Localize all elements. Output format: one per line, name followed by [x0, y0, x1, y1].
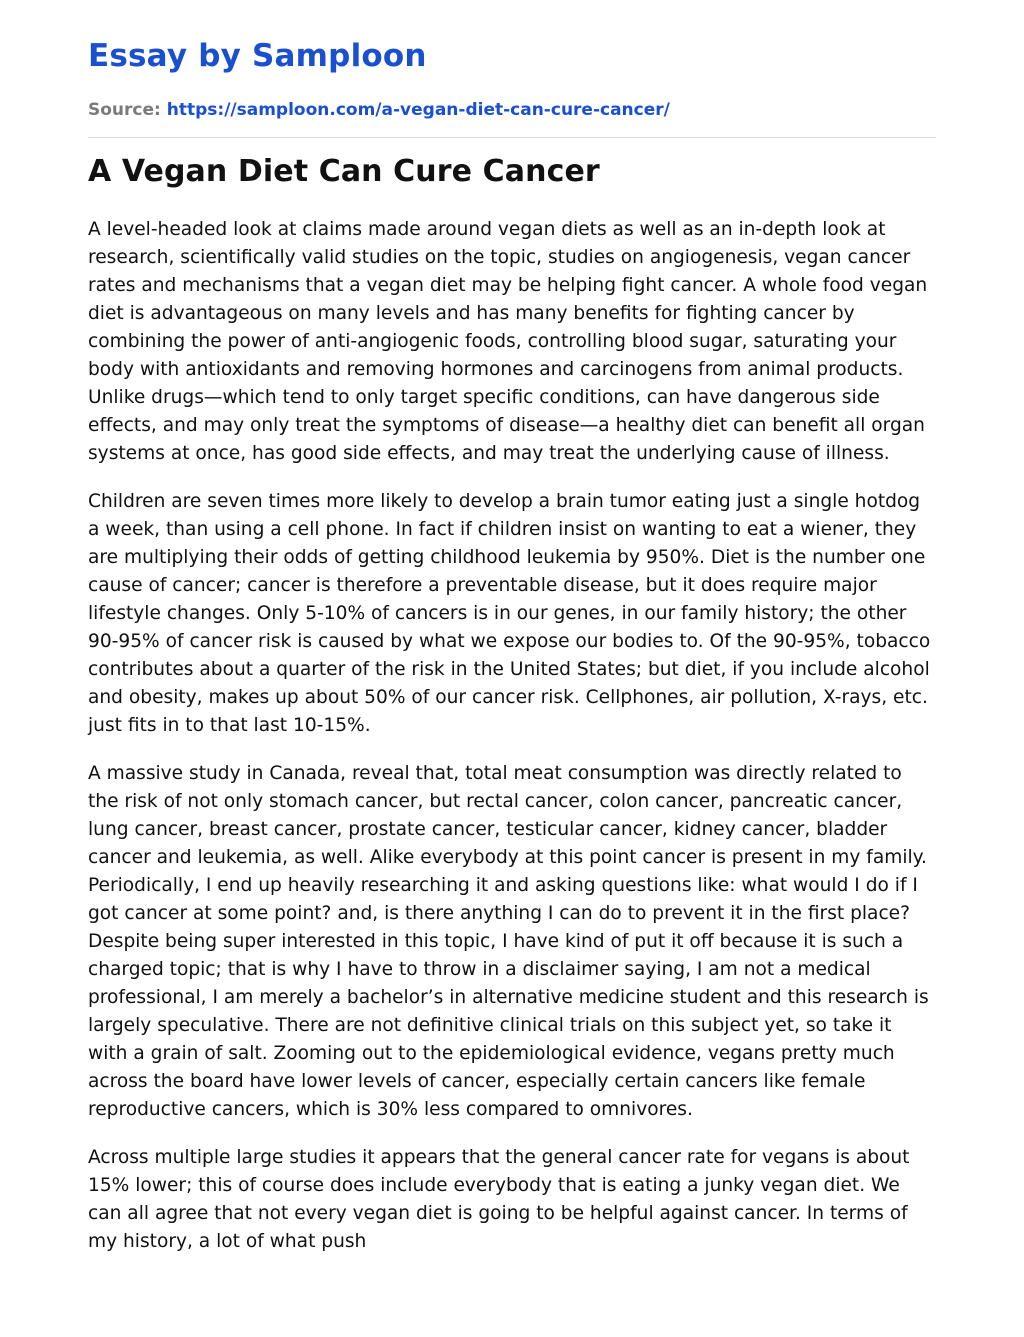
site-brand[interactable]: Essay by Samploon [88, 38, 427, 74]
essay-paragraph: Children are seven times more likely to develop a brain tumor eating just a single hotdog a week, than using a cell phone. In fact if children insist on wanting to eat a wiener, they are multiplying their odds of getting childhood leukemia by 950%. Diet is the number one cause of cancer; cancer is therefore a preventable disease, but it does require major lifestyle changes. Only 5-10% of cancers is in our genes, in our family history; the other 90-95% of cancer risk is caused by what we expose our bodies to. Of the 90-95%, tobacco contributes about a quarter of the risk in the United States; but diet, if you include alcohol and obesity, makes up about 50% of our cancer risk. Cellphones, air pollution, X-rays, etc. just fits in to that last 10-15%. [88, 491, 931, 736]
source-label: Source: [88, 100, 161, 120]
header-divider [88, 137, 936, 138]
essay-body [88, 216, 936, 1256]
essay-paragraph: A level-headed look at claims made around vegan diets as well as an in-depth look at research, scientifically valid studies on the topic, studies on angiogenesis, vegan cancer rates and mechanisms that a vegan diet may be helping fight cancer. A whole food vegan diet is advantageous on many levels and has many benefits for fighting cancer by combining the power of anti-angiogenic foods, controlling blood sugar, saturating your body with antioxidants and removing hormones and carcinogens from animal products. Unlike drugs—which tend to only target specific conditions, can have dangerous side effects, and may only treat the symptoms of disease—a healthy diet can benefit all organ systems at once, has good side effects, and may treat the underlying cause of illness. [88, 219, 928, 464]
essay-paragraph: Across multiple large studies it appears that the general cancer rate for vegans is about 15% lower; this of course does include everybody that is eating a junky vegan diet. We can all agree that not every vegan diet is going to be helpful against cancer. In terms of my history, a lot of what push [88, 1147, 910, 1252]
essay-page [88, 36, 936, 1276]
source-line [88, 98, 936, 122]
source-link[interactable]: https://samploon.com/a-vegan-diet-can-cure-cancer/ [166, 100, 670, 120]
essay-paragraph: A massive study in Canada, reveal that, total meat consumption was directly related to the risk of not only stomach cancer, but rectal cancer, colon cancer, pancreatic cancer, lung cancer, breast cancer, prostate cancer, testicular cancer, kidney cancer, bladder cancer and leukemia, as well. Alike everybody at this point cancer is present in my family. Periodically, I end up heavily researching it and asking questions like: what would I do if I got cancer at some point? and, is there anything I can do to prevent it in the first place? Despite being super interested in this topic, I have kind of put it off because it is such a charged topic; that is why I have to throw in a disclaimer saying, I am not a medical professional, I am merely a bachelor’s in alternative medicine student and this research is largely speculative. There are not definitive clinical trials on this subject yet, so take it with a grain of salt. Zooming out to the epidemiological evidence, vegans pretty much across the board have lower levels of cancer, especially certain cancers like female reproductive cancers, which is 30% less compared to omnivores. [88, 763, 929, 1120]
essay-title: A Vegan Diet Can Cure Cancer [88, 154, 600, 189]
